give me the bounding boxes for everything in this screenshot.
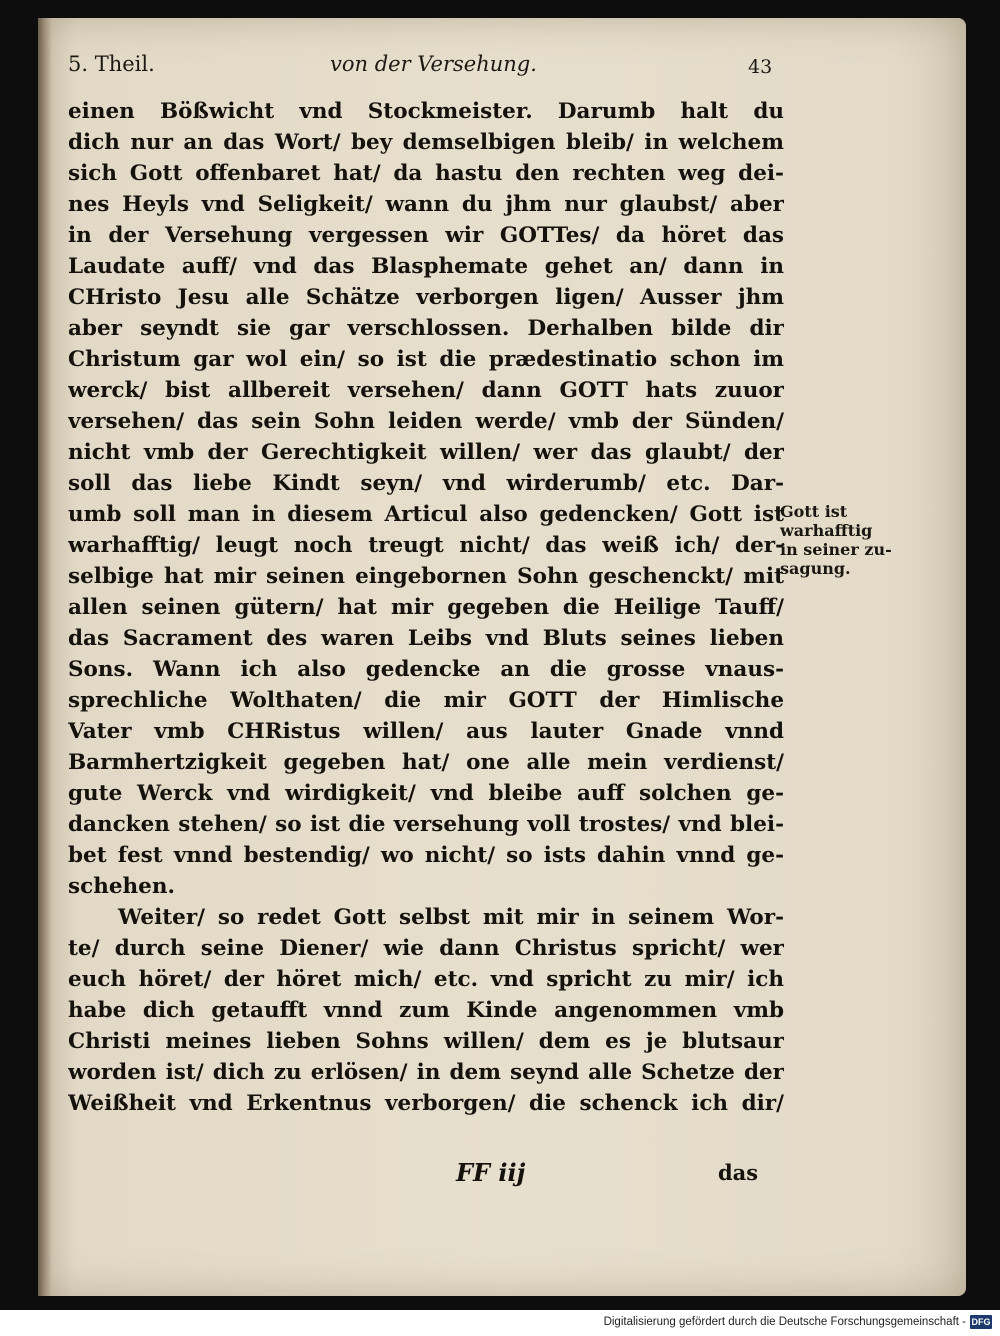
text-line: gute Werck vnd wirdigkeit/ vnd bleibe auff solchen ge- [68,781,784,806]
margin-note [780,502,930,578]
dfg-logo-icon: DFG [971,1317,991,1327]
text-line: warhafftig/ leugt noch treugt nicht/ das weiß ich/ der- [68,533,784,558]
running-header [68,52,788,92]
funding-credit: Digitalisierung gefördert durch die Deutsche Forschungsgemeinschaft - [603,1316,966,1328]
text-line: euch höret/ der höret mich/ etc. vnd spricht zu mir/ ich [68,967,784,992]
text-line: Weiter/ so redet Gott selbst mit mir in seinem Wor- [118,905,784,930]
text-line: te/ durch seine Diener/ wie dann Christus spricht/ wer [68,936,784,961]
catchword: das [718,1160,759,1185]
text-line: Laudate auff/ vnd das Blasphemate gehet an/ dann in [68,254,784,279]
text-line: versehen/ das sein Sohn leiden werde/ vmb der Sünden/ [68,409,784,434]
text-line: aber seyndt sie gar verschlossen. Derhalben bilde dir [68,316,784,341]
text-line: allen seinen gütern/ hat mir gegeben die Heilige Tauff/ [68,595,784,620]
text-line: umb soll man in diesem Articul also gedencken/ Gott ist [68,502,784,527]
text-line: sich Gott offenbaret hat/ da hastu den rechten weg dei- [68,161,784,186]
margin-note-line: Gott ist [780,502,848,521]
text-line: schehen. [68,874,175,899]
text-line: nicht vmb der Gerechtigkeit willen/ wer das glaubt/ der [68,440,784,465]
page-gutter [38,18,52,1296]
text-line: bet fest vnnd bestendig/ wo nicht/ so ists dahin vnnd ge- [68,843,784,868]
signature-line [68,1158,784,1188]
margin-note-line: sagung. [780,559,851,578]
footer-bar [0,1310,1000,1336]
text-line: Vater vmb CHRistus willen/ aus lauter Gnade vnnd [68,719,784,744]
book-page [38,18,966,1296]
text-line: das Sacrament des waren Leibs vnd Bluts seines lieben [68,626,784,651]
body-text [68,96,784,1119]
text-line: Sons. Wann ich also gedencke an die grosse vnaus- [68,657,784,682]
margin-note-line: warhafftig [780,521,873,540]
text-line: in der Versehung vergessen wir GOTTes/ da höret das [68,223,784,248]
text-line: habe dich getaufft vnnd zum Kinde angenommen vmb [68,998,784,1023]
text-line: Barmhertzigkeit gegeben hat/ one alle mein verdienst/ [68,750,784,775]
text-line: worden ist/ dich zu erlösen/ in dem seynd alle Schetze der [68,1060,784,1085]
text-line: nes Heyls vnd Seligkeit/ wann du jhm nur glaubst/ aber [68,192,784,217]
text-line: sprechliche Wolthaten/ die mir GOTT der Himlische [68,688,784,713]
text-line: soll das liebe Kindt seyn/ vnd wirderumb/ etc. Dar- [68,471,784,496]
signature-mark: FF iij [456,1158,526,1187]
text-line: selbige hat mir seinen eingebornen Sohn geschenckt/ mit [68,564,784,589]
text-line: dich nur an das Wort/ bey demselbigen bleib/ in welchem [68,130,784,155]
text-line: dancken stehen/ so ist die versehung voll trostes/ vnd blei- [68,812,784,837]
header-section: 5. Theil. [68,52,155,76]
text-line: CHristo Jesu alle Schätze verborgen ligen/ Ausser jhm [68,285,784,310]
text-line: Christi meines lieben Sohns willen/ dem es je blutsaur [68,1029,784,1054]
margin-note-line: in seiner zu- [780,540,892,559]
text-line: Weißheit vnd Erkentnus verborgen/ die schenck ich dir/ [68,1091,784,1116]
page-number: 43 [748,56,773,78]
header-title: von der Versehung. [330,52,537,76]
text-line: Christum gar wol ein/ so ist die prædestinatio schon im [68,347,784,372]
text-line: werck/ bist allbereit versehen/ dann GOTT hats zuuor [68,378,784,403]
text-line: einen Bößwicht vnd Stockmeister. Darumb halt du [68,99,784,124]
